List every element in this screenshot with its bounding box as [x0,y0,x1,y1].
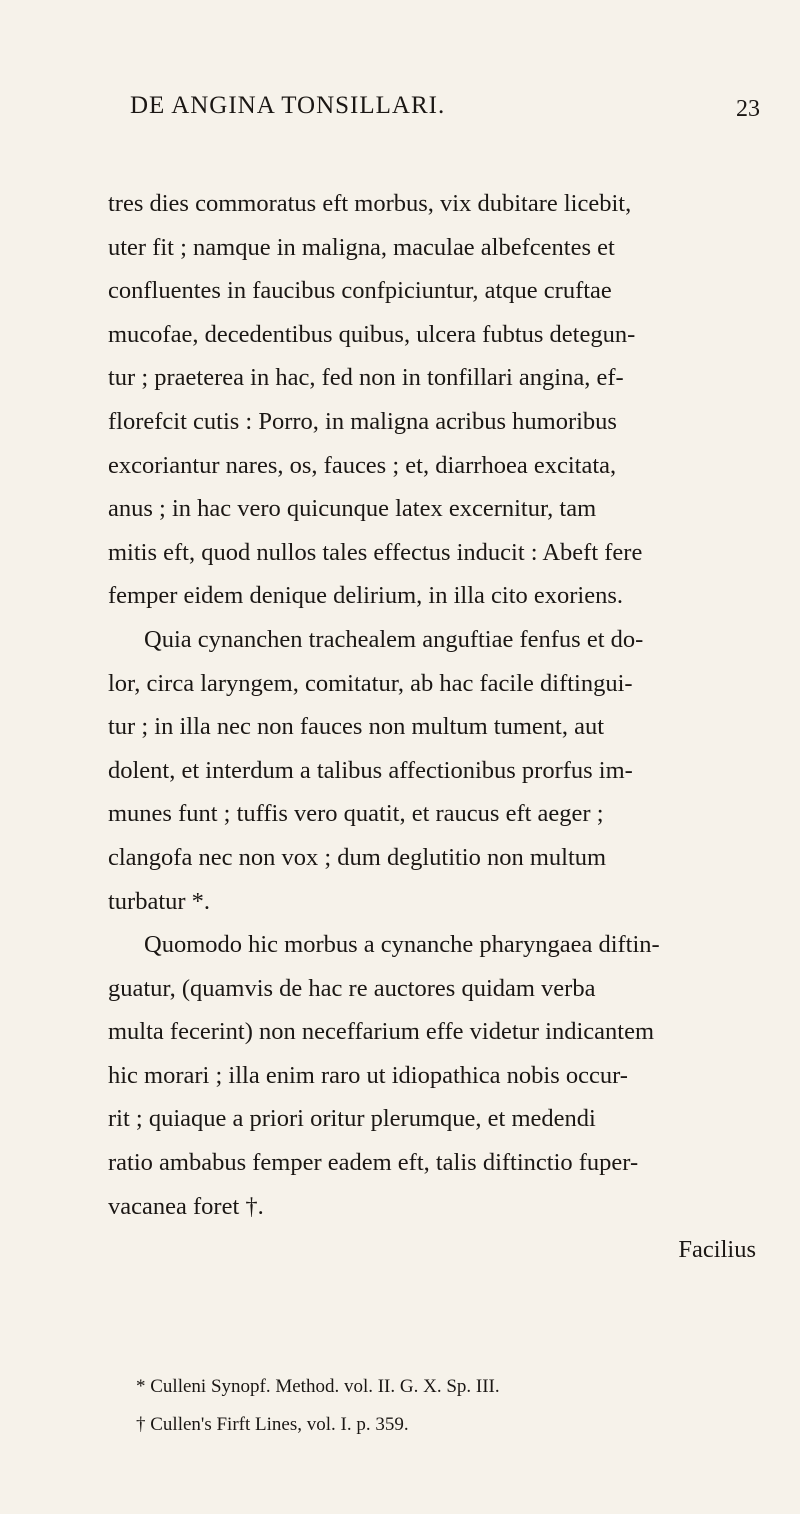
footnote: † Cullen's Firft Lines, vol. I. p. 359. [136,1414,409,1435]
text-line: excoriantur nares, os, fauces ; et, diarrhoea excitata, [108,451,617,479]
text-line: mucofae, decedentibus quibus, ulcera fubtus detegun- [108,320,636,348]
text-line: turbatur *. [108,887,211,915]
footnote: * Culleni Synopf. Method. vol. II. G. X. Sp. III. [136,1376,500,1397]
running-title: DE ANGINA TONSILLARI. [130,92,446,119]
text-line: uter fit ; namque in maligna, maculae albefcentes et [108,233,615,261]
text-line: munes funt ; tuffis vero quatit, et raucus eft aeger ; [108,800,604,828]
text-line: rit ; quiaque a priori oritur plerumque, et medendi [108,1105,596,1133]
text-line: florefcit cutis : Porro, in maligna acribus humoribus [108,407,617,435]
text-line: multa fecerint) non neceffarium effe videtur indicantem [108,1018,655,1046]
text-line: ratio ambabus femper eadem eft, talis diftinctio fuper- [108,1149,639,1177]
text-line: tres dies commoratus eft morbus, vix dubitare licebit, [108,190,632,217]
text-line: Quia cynanchen trachealem anguftiae fenfus et do- [144,625,644,653]
text-line: tur ; praeterea in hac, fed non in tonfillari angina, ef- [108,364,624,392]
text-line: dolent, et interdum a talibus affectionibus prorfus im- [108,756,633,784]
text-line: hic morari ; illa enim raro ut idiopathica nobis occur- [108,1061,628,1089]
body-text [108,182,760,1272]
text-line: guatur, (quamvis de hac re auctores quidam verba [108,974,596,1002]
text-line: clangofa nec non vox ; dum deglutitio non multum [108,843,607,871]
text-line: anus ; in hac vero quicunque latex excernitur, tam [108,495,597,523]
text-line: tur ; in illa nec non fauces non multum tument, aut [108,713,605,741]
text-line: vacanea foret †. [108,1192,264,1220]
text-line: femper eidem denique delirium, in illa cito exoriens. [108,582,624,610]
running-head [100,92,760,132]
text-line: Quomodo hic morbus a cynanche pharyngaea diftin- [144,931,660,959]
text-line: confluentes in faucibus confpiciuntur, atque cruftae [108,277,612,305]
text-line: lor, circa laryngem, comitatur, ab hac facile diftingui- [108,669,633,697]
catchword: Facilius [678,1236,756,1264]
footnotes [136,1368,756,1444]
text-line: mitis eft, quod nullos tales effectus inducit : Abeft fere [108,538,643,566]
page-number: 23 [736,96,760,122]
